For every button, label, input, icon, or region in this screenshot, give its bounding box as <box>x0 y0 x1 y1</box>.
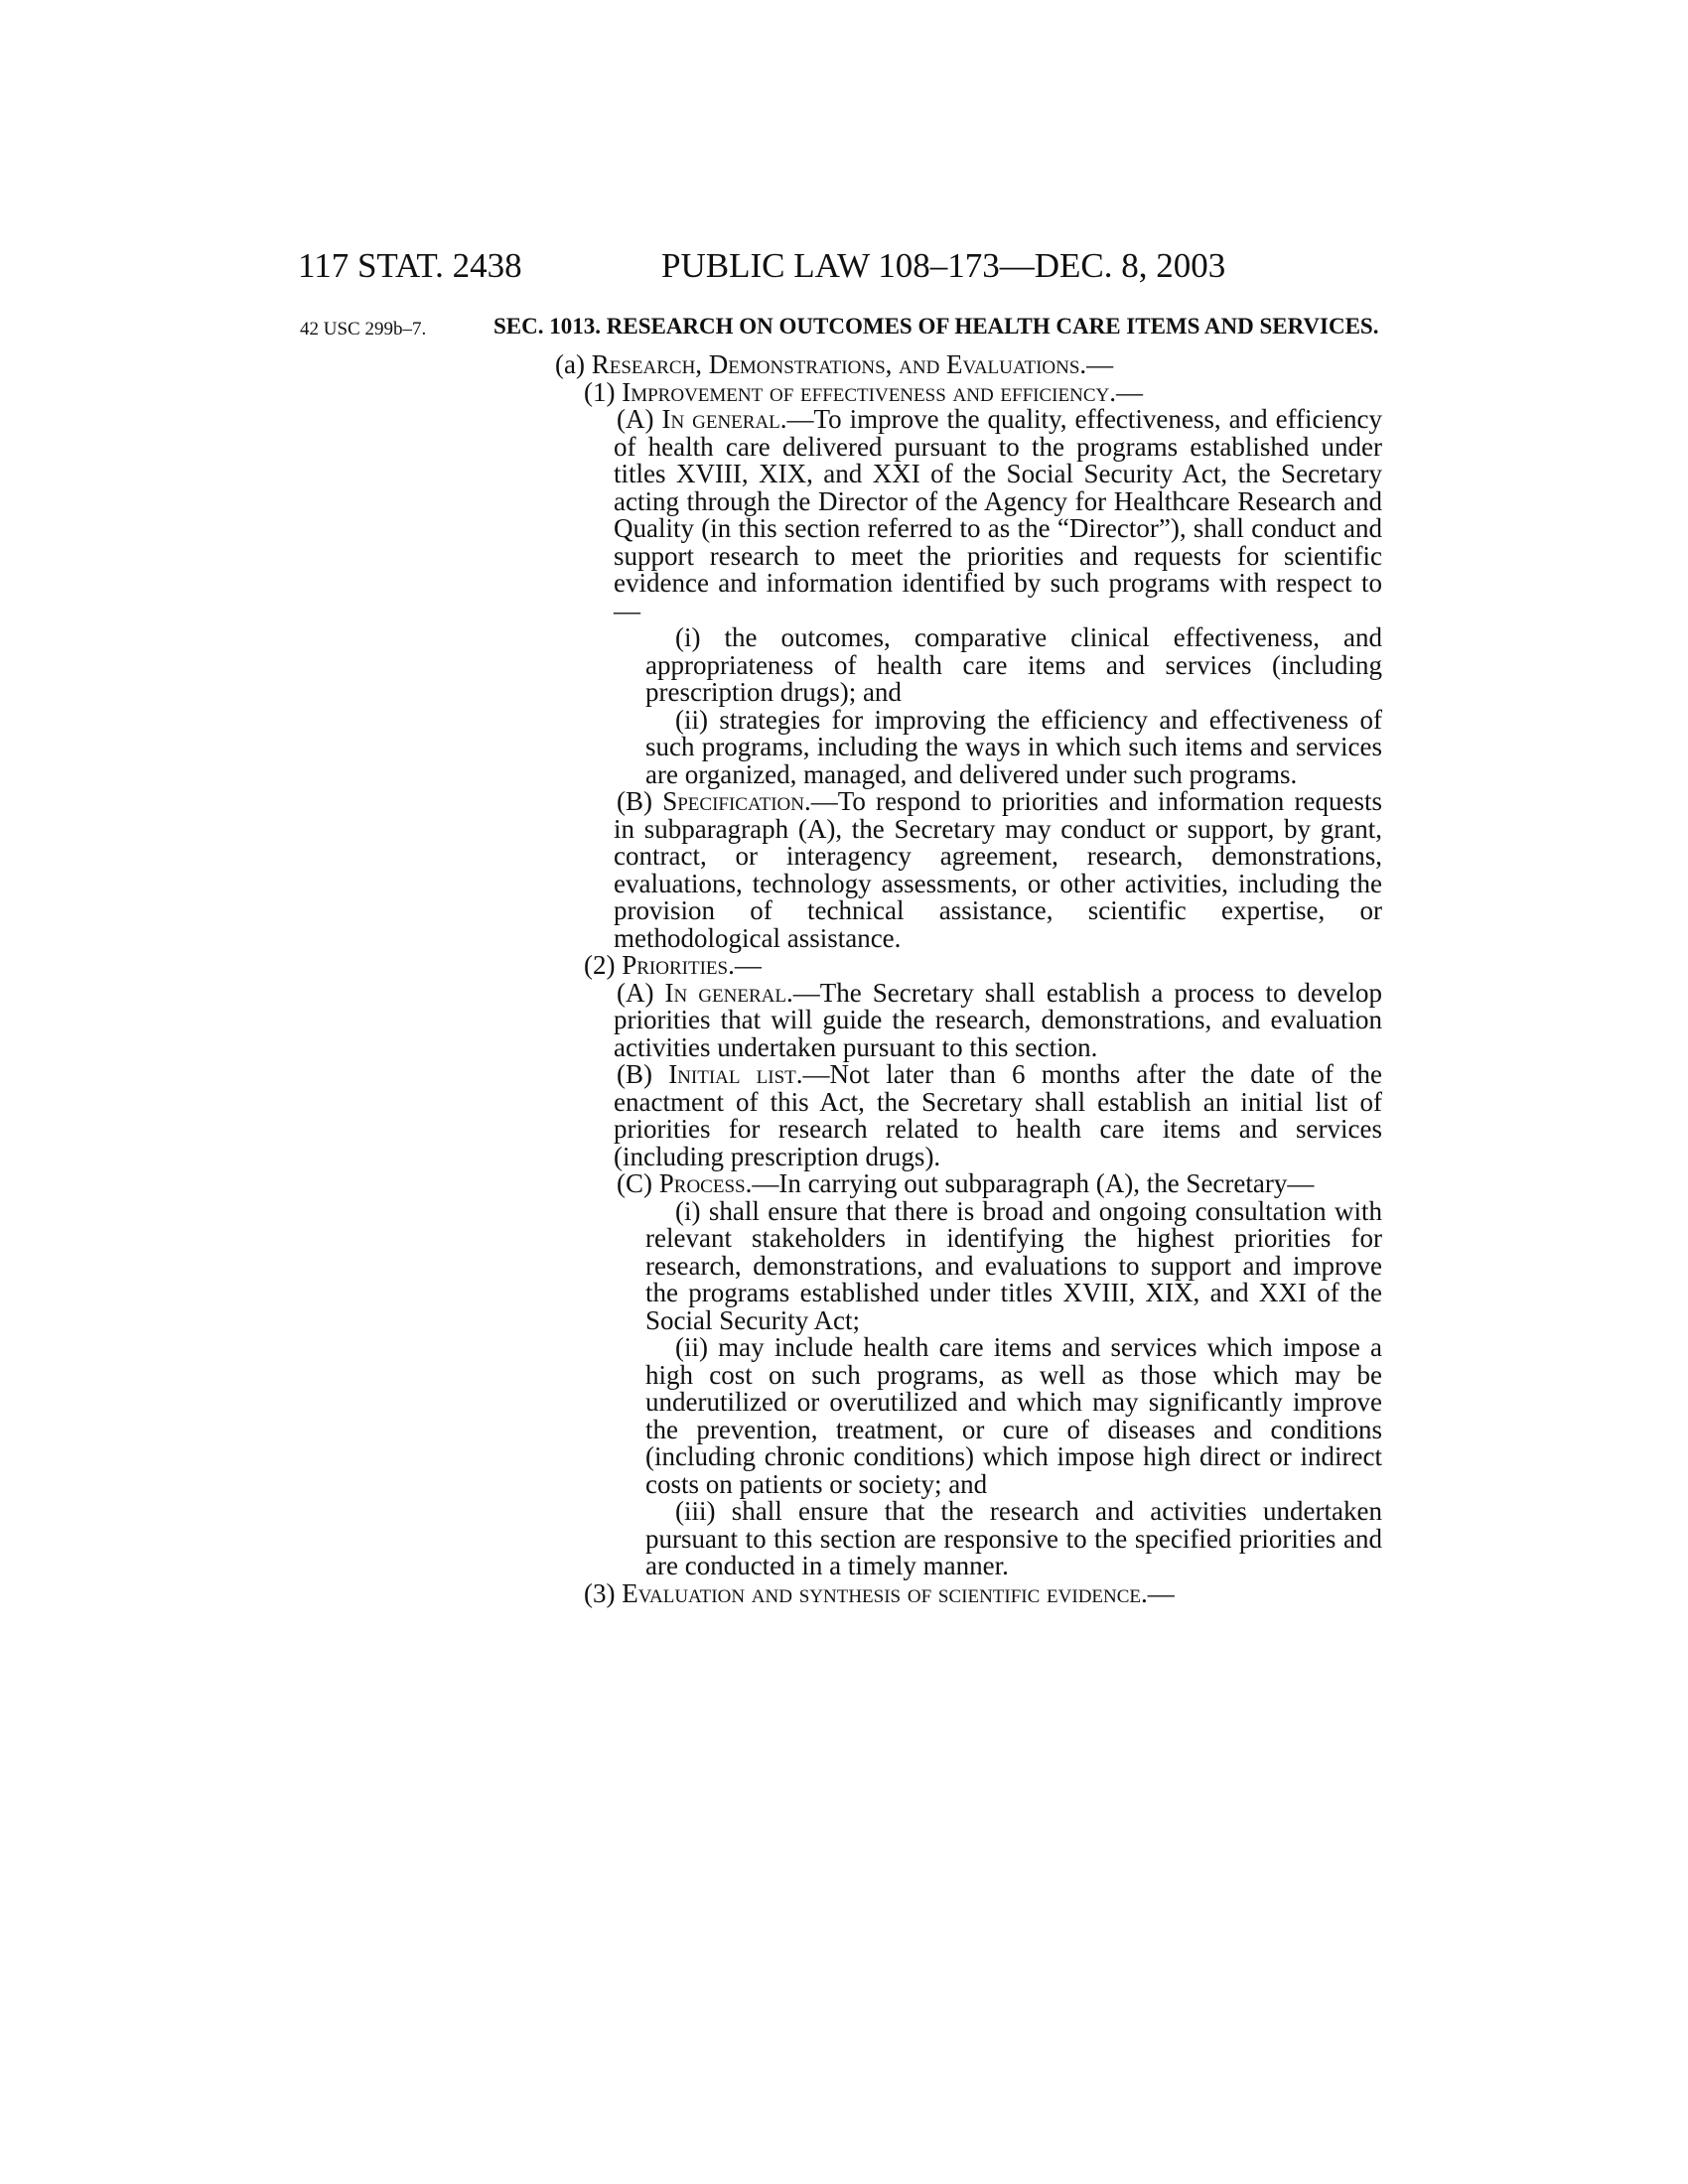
paragraph-1-A-i: (i) the outcomes, comparative clinical effectiveness, and appropriateness of health care items and services (including prescription drugs); and <box>645 622 1382 707</box>
paragraph-2-C-i: (i) shall ensure that there is broad and ongoing consultation with relevant stakeholders in identifying the highest priorities for research, demonstrations, and evaluations to support and improve the programs established under titles XVIII, XIX, and XXI of the Social Security Act; <box>645 1195 1382 1335</box>
paragraph-2-B-label: (B) <box>617 1059 652 1089</box>
paragraph-1-A-text: —To improve the quality, effectiveness, and efficiency of health care delivered pursuant to the programs established under titles XVIII, XIX, and XXI of the Social Security Act, the Secretary acting through the Director of the Agency for Healthcare Research and Quality (in this section referred to as the “Director”), shall conduct and support research to meet the priorities and requests for scientific evidence and information identified by such programs with respect to— <box>614 404 1383 625</box>
paragraph-1-caption: Improvement of effectiveness and efficiency.— <box>622 376 1143 407</box>
paragraph-1-B-caption: Specification. <box>662 786 811 816</box>
paragraph-2-B <box>493 1061 1382 1170</box>
usc-margin-note: 42 USC 299b–7. <box>300 319 427 340</box>
paragraph-2-C-label: (C) <box>617 1168 652 1198</box>
paragraph-1-A-ii: (ii) strategies for improving the efficiency and effectiveness of such programs, including the ways in which such items and services are organized, managed, and delivered under such programs. <box>645 704 1382 789</box>
stat-reference: 117 STAT. 2438 <box>298 246 522 285</box>
paragraph-1-A-label: (A) <box>617 404 654 434</box>
paragraph-2-caption: Priorities.— <box>622 950 762 980</box>
paragraph-1-heading <box>493 376 1382 407</box>
paragraph-1-B-label: (B) <box>617 786 652 816</box>
paragraph-2-A-text: —The Secretary shall establish a process to develop priorities that will guide the research, demonstrations, and evaluation activities undertaken pursuant to this section. <box>614 977 1382 1062</box>
paragraph-3-label: (3) <box>584 1577 616 1608</box>
paragraph-1-A-caption: In general. <box>661 404 787 434</box>
section-heading: SEC. 1013. RESEARCH ON OUTCOMES OF HEALTH CARE ITEMS AND SERVICES. <box>493 314 1379 339</box>
paragraph-1-B <box>493 788 1382 952</box>
paragraph-3-caption: Evaluation and synthesis of scientific evidence.— <box>622 1577 1175 1608</box>
section-body <box>493 313 1382 1607</box>
paragraph-1-B-text: —To respond to priorities and information requests in subparagraph (A), the Secretary may conduct or support, by grant, contract, or interagency agreement, research, demonstrations, evaluations, technology assessments, or other activities, including the provision of technical assistance, scientific expertise, or methodological assistance. <box>614 786 1382 953</box>
paragraph-2-C <box>493 1170 1382 1198</box>
paragraph-2-C-text: —In carrying out subparagraph (A), the Secretary— <box>752 1168 1315 1198</box>
paragraph-3-heading <box>493 1577 1382 1608</box>
paragraph-2-B-caption: Initial list. <box>668 1059 803 1089</box>
paragraph-2-A-label: (A) <box>617 977 654 1008</box>
paragraph-2-C-ii: (ii) may include health care items and services which impose a high cost on such programs, as well as those which may be underutilized or overutilized and which may significantly improve the prevention, treatment, or cure of diseases and conditions (including chronic conditions) which impose high direct or indirect costs on patients or society; and <box>645 1332 1382 1499</box>
paragraph-2-C-iii: (iii) shall ensure that the research and activities undertaken pursuant to this section are responsive to the specified priorities and are conducted in a timely manner. <box>645 1496 1382 1580</box>
subsection-a-caption: Research, Demonstrations, and Evaluations.— <box>591 349 1114 379</box>
paragraph-2-C-caption: Process. <box>658 1168 753 1198</box>
paragraph-2-A-caption: In general. <box>664 977 793 1008</box>
subsection-a-label: (a) <box>555 349 585 379</box>
paragraph-1-A <box>493 406 1382 624</box>
subsection-a-heading <box>493 351 1382 379</box>
running-head <box>298 243 1390 289</box>
paragraph-2-heading <box>493 952 1382 980</box>
paragraph-2-B-text: —Not later than 6 months after the date of the enactment of this Act, the Secretary shall establish an initial list of priorities for research related to health care items and services (including prescription drugs). <box>614 1059 1383 1171</box>
paragraph-2-A <box>493 977 1382 1062</box>
paragraph-1-label: (1) <box>584 376 616 407</box>
law-title: PUBLIC LAW 108–173—DEC. 8, 2003 <box>661 246 1226 285</box>
paragraph-2-label: (2) <box>584 950 616 980</box>
